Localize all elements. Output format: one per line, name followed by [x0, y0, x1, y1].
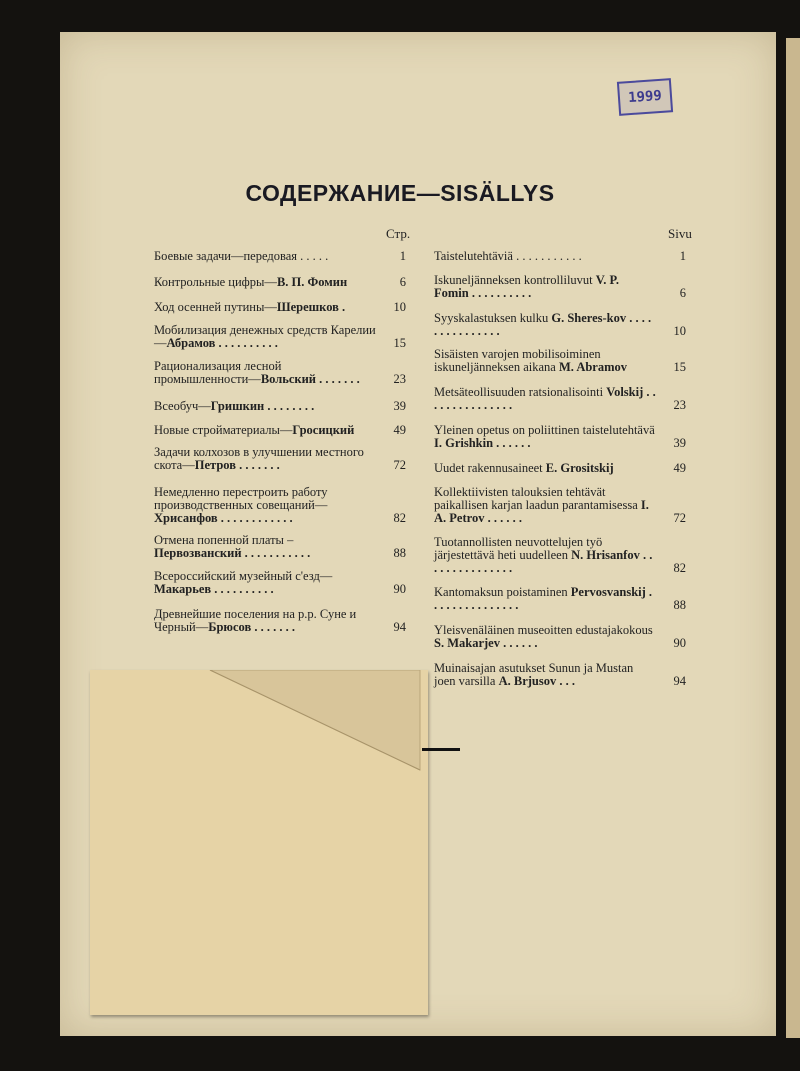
page-number: 82	[673, 561, 686, 575]
page-number: 49	[393, 423, 406, 437]
page-number: 72	[673, 511, 686, 525]
page-number: 88	[393, 546, 406, 560]
ru-toc-entry: Контрольные цифры—В. П. Фомин 6	[154, 275, 406, 289]
page-number: 6	[679, 286, 686, 300]
page-number: 1	[679, 249, 686, 263]
page-number: 10	[673, 324, 686, 338]
page-number: 15	[393, 336, 406, 350]
fi-toc-entry: Muinaisajan asutukset Sunun ja Mustan joen varsilla A. Brjusov . . . 94	[434, 661, 686, 688]
page-number: 6	[399, 275, 406, 289]
page-number: 94	[393, 620, 406, 634]
ru-toc-entry: Древнейшие поселения на р.р. Суне и Черный—Брюсов . . . . . . . 94	[154, 607, 406, 634]
page-number: 10	[393, 300, 406, 314]
ru-toc-entry: Рационализация лесной промышленности—Вольский . . . . . . . 23	[154, 359, 406, 386]
page-number: 39	[673, 436, 686, 450]
fi-toc-entry: Yleisvenäläinen museoitten edustajakokous S. Makarjev . . . . . . 90	[434, 623, 686, 650]
page-number: 49	[673, 461, 686, 475]
page-number: 90	[673, 636, 686, 650]
ru-toc-entry: Отмена попенной платы – Первозванский . . . . . . . . . . . 88	[154, 533, 406, 560]
paper-pocket	[90, 670, 428, 1015]
fi-toc-entry: Iskuneljänneksen kontrolliluvut V. P. Fomin . . . . . . . . . . 6	[434, 273, 686, 300]
ru-page-column-header: Стр.	[386, 226, 411, 241]
page-number: 72	[393, 458, 406, 472]
ru-toc-entry: Новые стройматериалы—Гросицкий 49	[154, 423, 406, 437]
library-stamp: 1999	[617, 78, 673, 116]
fi-toc-entry: Metsäteollisuuden ratsionalisointi Volskij . . . . . . . . . . . . . . . 23	[434, 385, 686, 412]
page-number: 94	[673, 674, 686, 688]
page-number: 90	[393, 582, 406, 596]
page-number: 88	[673, 598, 686, 612]
fi-toc-entry: Syyskalastuksen kulku G. Sheres-kov . . . . . . . . . . . . . . . 10	[434, 311, 686, 338]
page-number: 23	[673, 398, 686, 412]
fi-toc-entry: Kantomaksun poistaminen Pervosvanskij . . . . . . . . . . . . . . . 88	[434, 585, 686, 612]
ru-toc-entry: Ход осенней путины—Шерешков . 10	[154, 300, 406, 314]
ru-toc-entry: Боевые задачи—передовая . . . . . 1	[154, 249, 406, 263]
fi-toc-entry: Kollektiivisten talouksien tehtävät paikallisen karjan laadun parantamisessa I. A. Petrov . . . . . . 72	[434, 485, 686, 525]
fi-page-column-header: Sivu	[668, 226, 692, 241]
ru-toc-entry: Мобилизация денежных средств Карелии—Абрамов . . . . . . . . . . 15	[154, 323, 406, 350]
fi-toc-entry: Tuotannollisten neuvottelujen työ järjestettävä heti uudelleen N. Hrisanfov . . . . . . . . . . . . . . . 82	[434, 535, 686, 575]
page-number: 15	[673, 360, 686, 374]
page-number: 39	[393, 399, 406, 413]
ru-toc-entry: Всеобуч—Гришкин . . . . . . . . 39	[154, 399, 406, 413]
pocket-flap-shape	[90, 670, 428, 1015]
ru-toc-entry: Всероссийский музейный с'езд—Макарьев . . . . . . . . . . 90	[154, 569, 406, 596]
page-number: 82	[393, 511, 406, 525]
fi-toc-entry: Uudet rakennusaineet E. Grositskij 49	[434, 461, 686, 475]
page-number: 1	[399, 249, 406, 263]
page-number: 23	[393, 372, 406, 386]
ru-toc-entry: Задачи колхозов в улучшении местного скота—Петров . . . . . . . 72	[154, 445, 406, 472]
fi-toc-entry: Yleinen opetus on poliittinen taistelutehtävä I. Grishkin . . . . . . 39	[434, 423, 686, 450]
fi-toc-entry: Sisäisten varojen mobilisoiminen iskuneljänneksen aikana M. Abramov 15	[434, 347, 686, 374]
ru-toc-entry: Немедленно перестроить работу производственных совещаний—Хрисанфов . . . . . . . . . . . . 82	[154, 485, 406, 525]
page-title: СОДЕРЖАНИЕ—SISÄLLYS	[245, 180, 555, 206]
fi-toc-entry: Taistelutehtäviä . . . . . . . . . . . 1	[434, 249, 686, 263]
section-rule	[422, 748, 460, 751]
